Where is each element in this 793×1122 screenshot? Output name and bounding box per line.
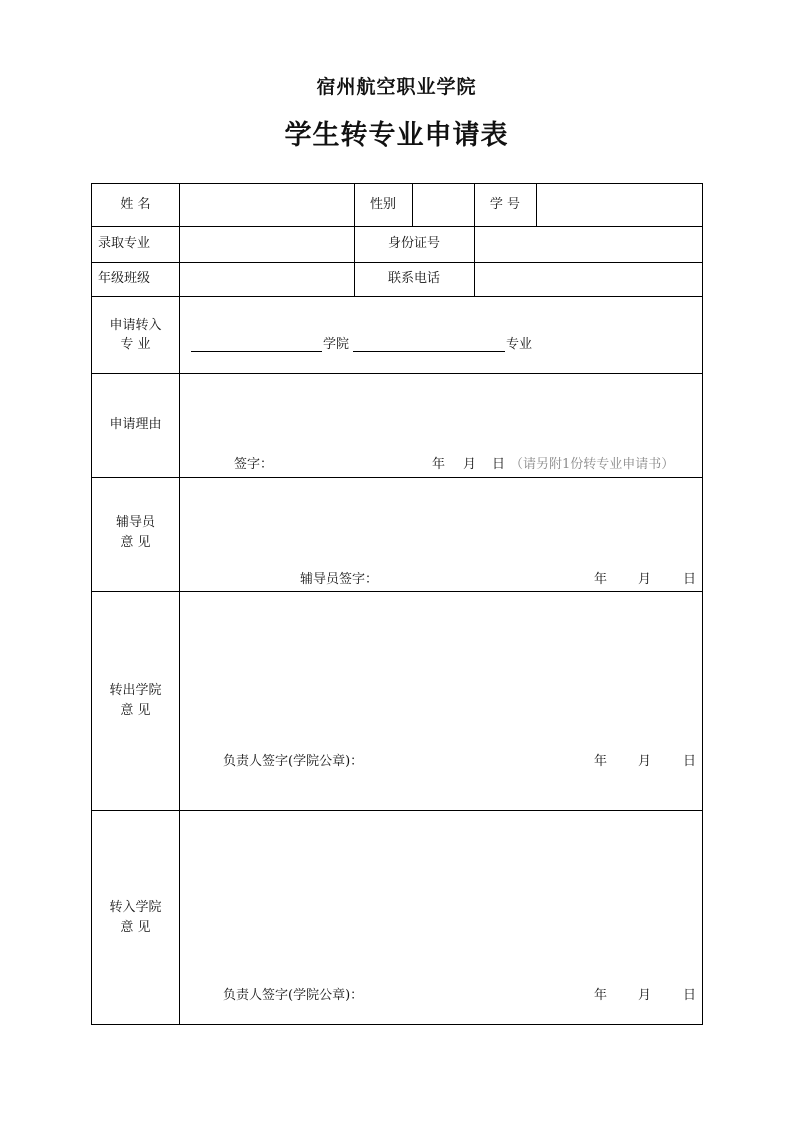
reason-label: 申请理由: [109, 417, 162, 432]
reason-month: 月: [463, 457, 477, 472]
gender-field[interactable]: [413, 184, 473, 226]
phone-label: 联系电话: [387, 271, 440, 286]
target-college-blank[interactable]: [191, 351, 322, 352]
out-college-label-line1: 转出学院: [109, 683, 162, 698]
out-college-month: 月: [638, 754, 652, 769]
admitted-major-field[interactable]: [181, 227, 353, 262]
class-label: 年级班级: [98, 271, 151, 286]
name-label: 姓 名: [120, 197, 151, 212]
reason-note: （请另附1份转专业申请书）: [510, 457, 675, 472]
name-field[interactable]: [181, 184, 353, 226]
in-college-label-line1: 转入学院: [109, 900, 162, 915]
counselor-sign-label: 辅导员签字：: [300, 572, 379, 587]
reason-day: 日: [492, 457, 506, 472]
institution-name: 宿州航空职业学院: [316, 76, 477, 98]
student-id-field[interactable]: [537, 184, 703, 226]
id-card-label: 身份证号: [387, 236, 440, 251]
transfer-label-line1: 申请转入: [109, 318, 162, 333]
admitted-major-label: 录取专业: [98, 236, 151, 251]
out-college-opinion-field[interactable]: [181, 592, 703, 747]
counselor-label-line1: 辅导员: [115, 515, 155, 530]
form-title: 学生转专业申请表: [284, 120, 509, 151]
counselor-opinion-field[interactable]: [181, 478, 703, 563]
phone-field[interactable]: [475, 263, 703, 296]
in-college-sign-label: 负责人签字(学院公章)：: [223, 988, 364, 1003]
counselor-year: 年: [594, 572, 608, 587]
id-card-field[interactable]: [475, 227, 703, 262]
label-column-divider: [179, 184, 180, 1025]
student-id-label: 学 号: [489, 197, 521, 212]
counselor-label-line2: 意 见: [120, 535, 151, 550]
out-college-year: 年: [594, 754, 608, 769]
in-college-day: 日: [683, 988, 697, 1003]
counselor-day: 日: [683, 572, 697, 587]
in-college-year: 年: [594, 988, 608, 1003]
college-suffix: 学院: [323, 337, 350, 352]
row-divider: [92, 296, 702, 297]
transfer-label-line2: 专 业: [120, 337, 151, 352]
class-field[interactable]: [181, 263, 353, 296]
major-suffix: 专业: [506, 337, 533, 352]
counselor-month: 月: [638, 572, 652, 587]
in-college-label-line2: 意 见: [120, 920, 151, 935]
out-college-label-line2: 意 见: [120, 703, 151, 718]
target-major-blank[interactable]: [353, 351, 505, 352]
reason-field[interactable]: [181, 374, 703, 444]
in-college-opinion-field[interactable]: [181, 811, 703, 976]
gender-label: 性别: [369, 197, 396, 212]
in-college-month: 月: [638, 988, 652, 1003]
reason-year: 年: [432, 457, 446, 472]
out-college-sign-label: 负责人签字(学院公章)：: [223, 754, 364, 769]
application-form-table: [91, 183, 703, 1025]
reason-sign-label: 签字：: [234, 457, 274, 472]
out-college-day: 日: [683, 754, 697, 769]
